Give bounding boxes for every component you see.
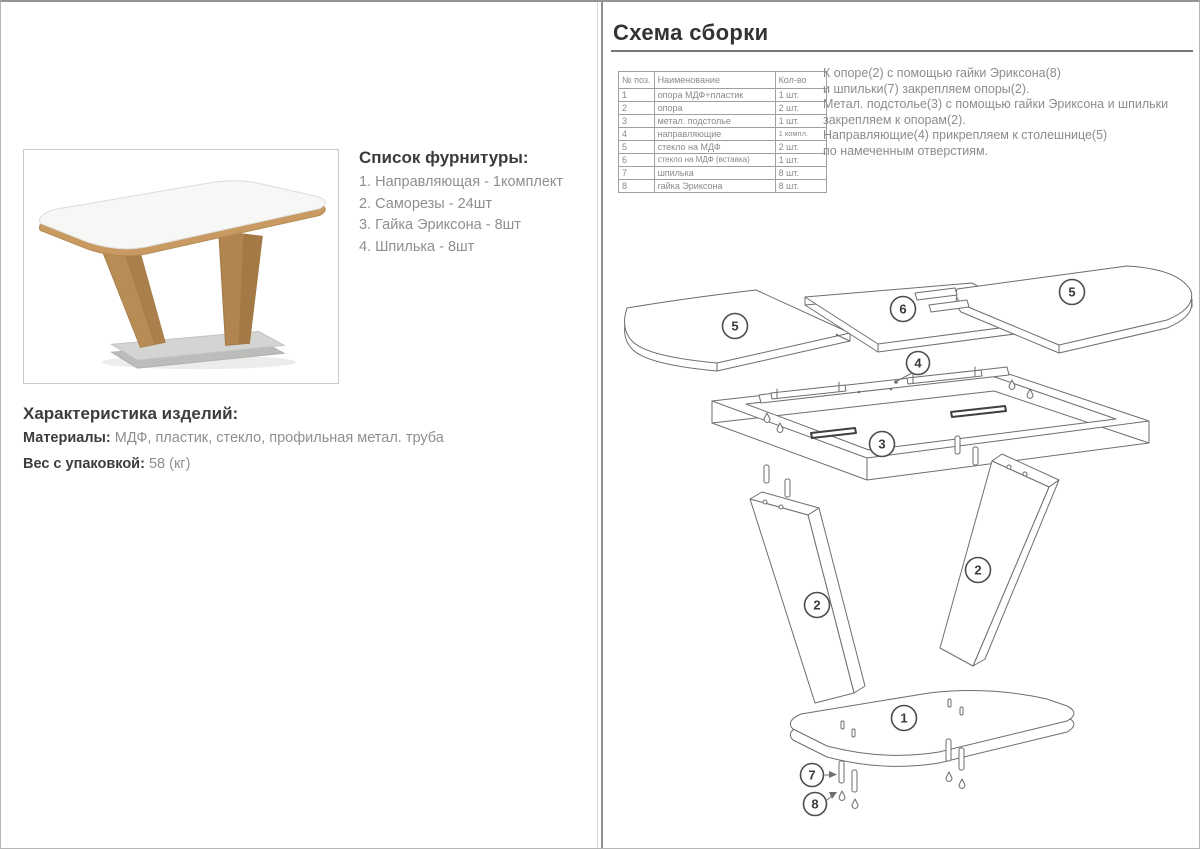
svg-text:3: 3 xyxy=(878,436,886,452)
label-part-7 xyxy=(801,764,824,787)
label-part-8 xyxy=(804,793,827,816)
stud-icon xyxy=(959,748,964,770)
hardware-item: 3. Гайка Эриксона - 8шт xyxy=(359,217,521,233)
cell-qty: 2 шт. xyxy=(775,102,826,115)
col-header-name: Наименование xyxy=(654,72,775,89)
instruction-line: К опоре(2) с помощью гайки Эриксона(8) xyxy=(823,66,1061,80)
assembly-diagram xyxy=(599,252,1199,827)
svg-text:2: 2 xyxy=(813,597,821,613)
cell-name: гайка Эриксона xyxy=(654,180,775,193)
hardware-item: 4. Шпилька - 8шт xyxy=(359,238,475,255)
instruction-line: закрепляем к опорам(2). xyxy=(823,112,966,127)
cell-position: 3 xyxy=(619,115,655,128)
photo-leg-right xyxy=(219,231,263,345)
hardware-item: 1. Направляющая - 1комплект xyxy=(359,174,564,190)
cell-position: 2 xyxy=(619,102,655,115)
materials-value: МДФ, пластик, стекло, профильная метал. труба xyxy=(114,430,444,446)
cell-position: 6 xyxy=(619,154,655,167)
cell-name: метал. подстолье xyxy=(654,115,775,128)
nut-icon xyxy=(946,772,952,782)
weight-line xyxy=(23,456,190,472)
page-gutter-line xyxy=(597,2,598,848)
weight-value: 58 (кг) xyxy=(148,456,191,472)
table-row xyxy=(619,180,827,193)
page-title: Схема сборки xyxy=(613,20,769,45)
hardware-list-title: Список фурнитуры: xyxy=(359,148,529,167)
cell-name: стекло на МДФ xyxy=(654,141,775,154)
materials-line xyxy=(23,430,444,446)
stud-icon xyxy=(785,479,790,497)
svg-text:2: 2 xyxy=(974,562,982,578)
stud-icon xyxy=(955,436,960,454)
hardware-item: 2. Саморезы - 24шт xyxy=(359,195,493,212)
cell-name: опора xyxy=(654,102,775,115)
label-part-1 xyxy=(892,706,917,731)
label-part-5-right xyxy=(1060,280,1085,305)
cell-qty: 8 шт. xyxy=(775,180,826,193)
nut-icon xyxy=(839,791,845,801)
svg-text:4: 4 xyxy=(914,355,922,371)
label-part-3 xyxy=(870,432,895,457)
cell-name: направляющие xyxy=(654,128,775,141)
stud-icon xyxy=(839,761,844,783)
cell-qty: 1 компл. xyxy=(775,128,826,141)
label-part-6 xyxy=(891,297,916,322)
weight-label: Вес с упаковкой: xyxy=(23,456,145,472)
instruction-line: и шпильки(7) закрепляем опоры(2). xyxy=(823,81,1030,96)
cell-name: опора МДФ+пластик xyxy=(654,89,775,102)
product-photo xyxy=(23,149,339,384)
cell-name: шпилька xyxy=(654,167,775,180)
nut-icon xyxy=(959,779,965,789)
col-header-position: № поз. xyxy=(619,72,655,89)
cell-position: 7 xyxy=(619,167,655,180)
stud-icon xyxy=(946,739,951,761)
stud-icon xyxy=(764,465,769,483)
label-part-2-left xyxy=(805,593,830,618)
svg-text:1: 1 xyxy=(900,710,908,726)
table-row xyxy=(619,89,827,102)
table-row xyxy=(619,102,827,115)
col-header-qty: Кол-во xyxy=(775,72,826,89)
assembly-instructions xyxy=(823,66,1195,160)
table-row xyxy=(619,167,827,180)
frame-part xyxy=(712,367,1149,480)
instruction-line: Метал. подстолье(3) с помощью гайки Эриксона и шпильки xyxy=(823,97,1169,112)
hardware-list xyxy=(359,172,563,258)
stud-icon xyxy=(973,447,978,465)
label-part-2-right xyxy=(966,558,991,583)
materials-label: Материалы: xyxy=(23,430,111,446)
cell-qty: 1 шт. xyxy=(775,115,826,128)
svg-text:6: 6 xyxy=(899,301,907,317)
title-underline xyxy=(611,50,1193,52)
cell-position: 5 xyxy=(619,141,655,154)
base-part xyxy=(790,691,1074,767)
cell-qty: 8 шт. xyxy=(775,167,826,180)
label-part-4 xyxy=(907,352,930,375)
svg-text:5: 5 xyxy=(731,318,739,334)
svg-text:7: 7 xyxy=(808,767,816,783)
table-row xyxy=(619,128,827,141)
svg-text:5: 5 xyxy=(1068,284,1076,300)
characteristics-title: Характеристика изделий: xyxy=(23,404,239,423)
table-row xyxy=(619,154,827,167)
instruction-line: Направляющие(4) прикрепляем к столешнице(5) xyxy=(823,128,1108,143)
stud-icon xyxy=(852,770,857,792)
label-part-5-left xyxy=(723,314,748,339)
cell-qty: 2 шт. xyxy=(775,141,826,154)
nut-icon xyxy=(852,799,858,809)
table-row xyxy=(619,141,827,154)
instruction-line: по намеченным отверстиям. xyxy=(823,143,989,158)
svg-text:8: 8 xyxy=(811,796,819,812)
cell-position: 1 xyxy=(619,89,655,102)
cell-position: 4 xyxy=(619,128,655,141)
cell-position: 8 xyxy=(619,180,655,193)
parts-table xyxy=(618,71,827,193)
cell-name: стекло на МДФ (вставка) xyxy=(654,154,775,167)
leg-right xyxy=(940,454,1059,666)
table-row xyxy=(619,115,827,128)
photo-tabletop xyxy=(39,181,325,256)
cell-qty: 1 шт. xyxy=(775,89,826,102)
table-product-image xyxy=(24,150,338,383)
parts-table-header-row xyxy=(619,72,827,89)
cell-qty: 1 шт. xyxy=(775,154,826,167)
